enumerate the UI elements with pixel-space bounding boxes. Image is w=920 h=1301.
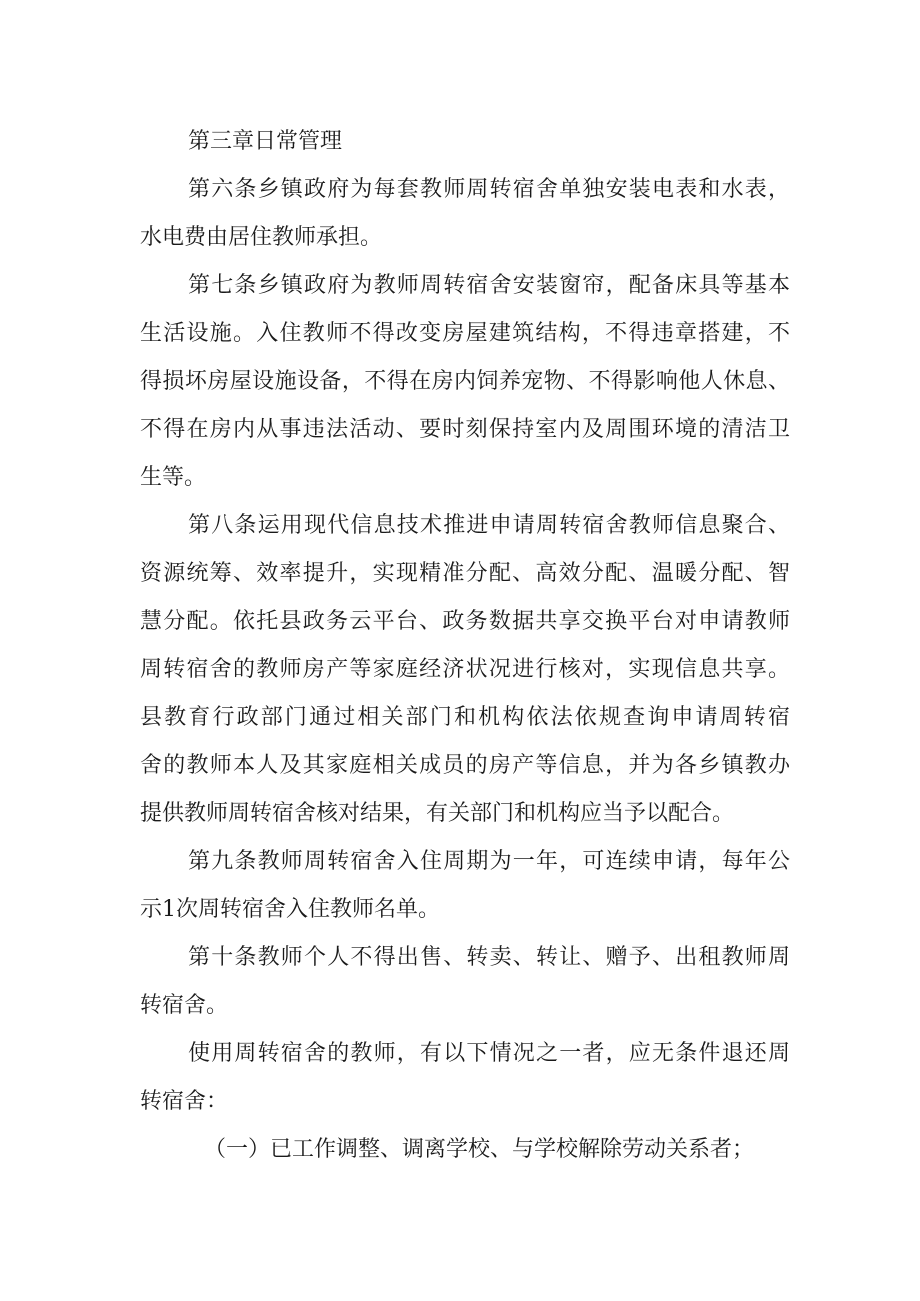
paragraph-article-6 bbox=[140, 166, 790, 262]
paragraph-line: 第七条乡镇政府为教师周转宿舍安装窗帘，配备床具等基本 bbox=[188, 273, 790, 298]
paragraph-line: 生等。 bbox=[140, 465, 207, 490]
paragraph-article-10 bbox=[140, 934, 790, 1030]
paragraph-line: 使用周转宿舍的教师，有以下情况之一者，应无条件退还周 bbox=[188, 1041, 790, 1066]
paragraph-return-conditions bbox=[140, 1030, 790, 1126]
paragraph-line: 第八条运用现代信息技术推进申请周转宿舍教师信息聚合、 bbox=[188, 513, 790, 538]
paragraph-line: 不得在房内从事违法活动、要时刻保持室内及周围环境的清洁卫 bbox=[140, 417, 790, 442]
paragraph-line: 县教育行政部门通过相关部门和机构依法依规查询申请周转宿 bbox=[140, 705, 790, 730]
paragraph-line: 第十条教师个人不得出售、转卖、转让、赠予、出租教师周 bbox=[188, 945, 790, 970]
paragraph-line: 提供教师周转宿舍核对结果，有关部门和机构应当予以配合。 bbox=[140, 801, 735, 826]
paragraph-line: 第六条乡镇政府为每套教师周转宿舍单独安装电表和水表， bbox=[188, 177, 790, 202]
list-item: （一）已工作调整、调离学校、与学校解除劳动关系者； bbox=[204, 1137, 755, 1162]
paragraph-line: 慧分配。依托县政务云平台、政务数据共享交换平台对申请教师 bbox=[140, 609, 790, 634]
paragraph-line: 资源统筹、效率提升，实现精准分配、高效分配、温暖分配、智 bbox=[140, 561, 790, 586]
document-body bbox=[140, 118, 790, 1174]
paragraph-line: 转宿舍： bbox=[140, 1089, 229, 1114]
paragraph-line: 第九条教师周转宿舍入住周期为一年，可连续申请，每年公 bbox=[188, 849, 790, 874]
paragraph-line: 周转宿舍的教师房产等家庭经济状况进行核对，实现信息共享。 bbox=[140, 657, 790, 682]
paragraph-line: 水电费由居住教师承担。 bbox=[140, 225, 383, 250]
paragraph-line: 舍的教师本人及其家庭相关成员的房产等信息，并为各乡镇教办 bbox=[140, 753, 790, 778]
chapter-title: 第三章日常管理 bbox=[188, 129, 343, 154]
paragraph-line: 转宿舍。 bbox=[140, 993, 229, 1018]
paragraph-line: 得损坏房屋设施设备，不得在房内饲养宠物、不得影响他人休息、 bbox=[140, 369, 790, 394]
paragraph-article-8 bbox=[140, 502, 790, 838]
paragraph-article-7 bbox=[140, 262, 790, 502]
paragraph-article-9 bbox=[140, 838, 790, 934]
paragraph-line: 生活设施。入住教师不得改变房屋建筑结构，不得违章搭建，不 bbox=[140, 321, 790, 346]
paragraph-line: 示1次周转宿舍入住教师名单。 bbox=[140, 897, 440, 922]
